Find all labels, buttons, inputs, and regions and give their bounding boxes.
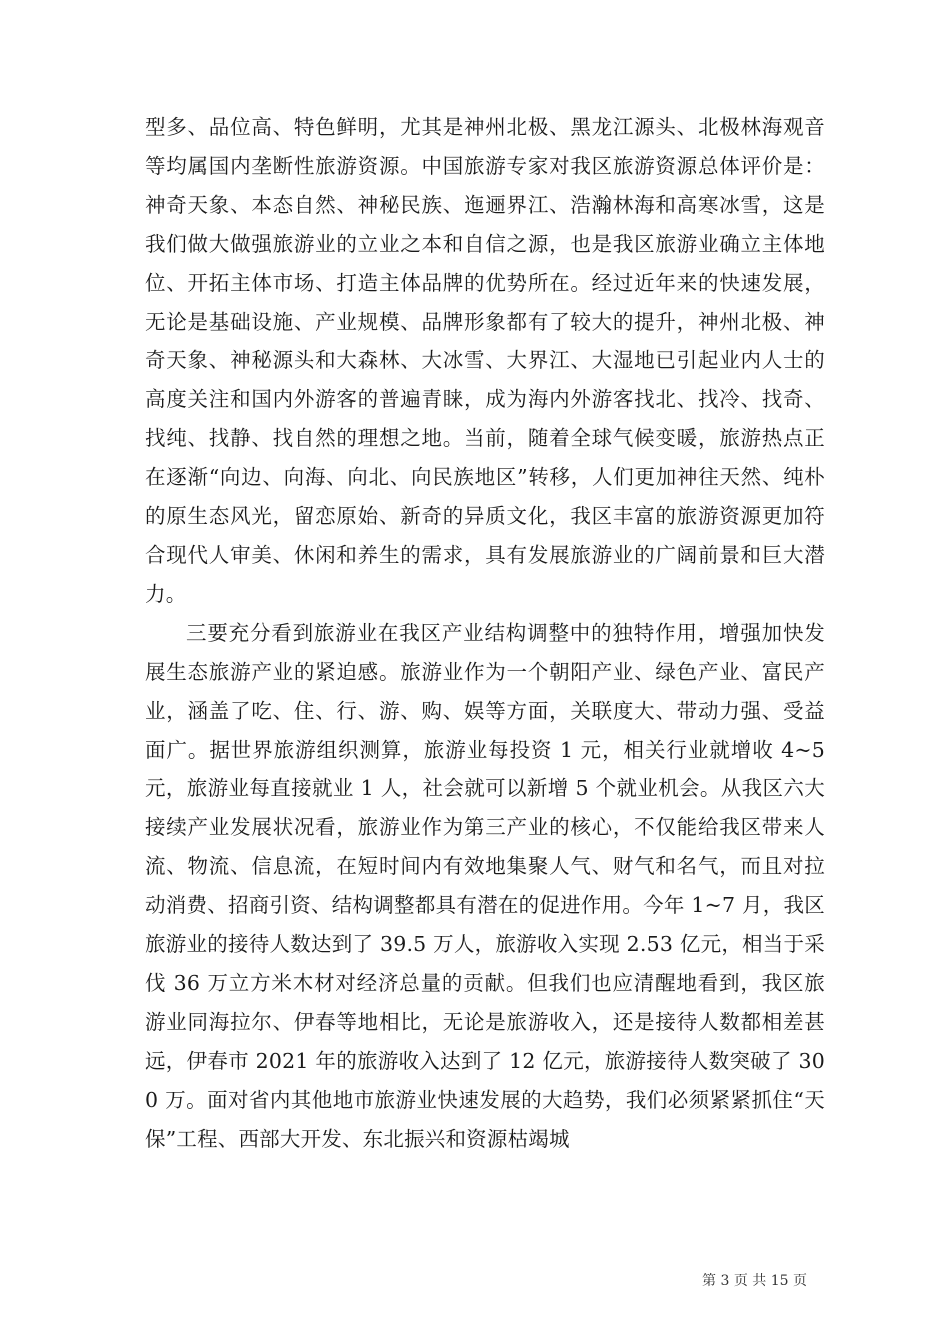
page-footer xyxy=(0,1270,950,1290)
document-body xyxy=(145,108,825,1158)
page-number: 第 3 页 共 15 页 xyxy=(702,1273,807,1289)
paragraph-continued: 型多、品位高、特色鲜明，尤其是神州北极、黑龙江源头、北极林海观音等均属国内垄断性旅游资源。中国旅游专家对我区旅游资源总体评价是：神奇天象、本态自然、神秘民族、迤逦界江、浩瀚林海和高寒冰雪，这是我们做大做强旅游业的立业之本和自信之源，也是我区旅游业确立主体地位、开拓主体市场、打造主体品牌的优势所在。经过近年来的快速发展，无论是基础设施、产业规模、品牌形象都有了较大的提升，神州北极、神奇天象、神秘源头和大森林、大冰雪、大界江、大湿地已引起业内人士的高度关注和国内外游客的普遍青睐，成为海内外游客找北、找冷、找奇、找纯、找静、找自然的理想之地。当前，随着全球气候变暖，旅游热点正在逐渐“向边、向海、向北、向民族地区”转移，人们更加神往天然、纯朴的原生态风光，留恋原始、新奇的异质文化，我区丰富的旅游资源更加符合现代人审美、休闲和养生的需求，具有发展旅游业的广阔前景和巨大潜力。 xyxy=(145,115,825,606)
paragraph-third-point: 三要充分看到旅游业在我区产业结构调整中的独特作用，增强加快发展生态旅游产业的紧迫感。旅游业作为一个朝阳产业、绿色产业、富民产业，涵盖了吃、住、行、游、购、娱等方面，关联度大、带动力强、受益面广。据世界旅游组织测算，旅游业每投资 1 元，相关行业就增收 4~5 元，旅游业每直接就业 1 人，社会就可以新增 5 个就业机会。从我区六大接续产业发展状况看，旅游业作为第三产业的核心，不仅能给我区带来人流、物流、信息流，在短时间内有效地集聚人气、财气和名气，而且对拉动消费、招商引资、结构调整都具有潜在的促进作用。今年 1~7 月，我区旅游业的接待人数达到了 39.5 万人，旅游收入实现 2.53 亿元，相当于采伐 36 万立方米木材对经济总量的贡献。但我们也应清醒地看到，我区旅游业同海拉尔、伊春等地相比，无论是旅游收入，还是接待人数都相差甚远，伊春市 2021 年的旅游收入达到了 12 亿元，旅游接待人数突破了 300 万。面对省内其他地市旅游业快速发展的大趋势，我们必须紧紧抓住“天保”工程、西部大开发、东北振兴和资源枯竭城 xyxy=(145,620,825,1151)
